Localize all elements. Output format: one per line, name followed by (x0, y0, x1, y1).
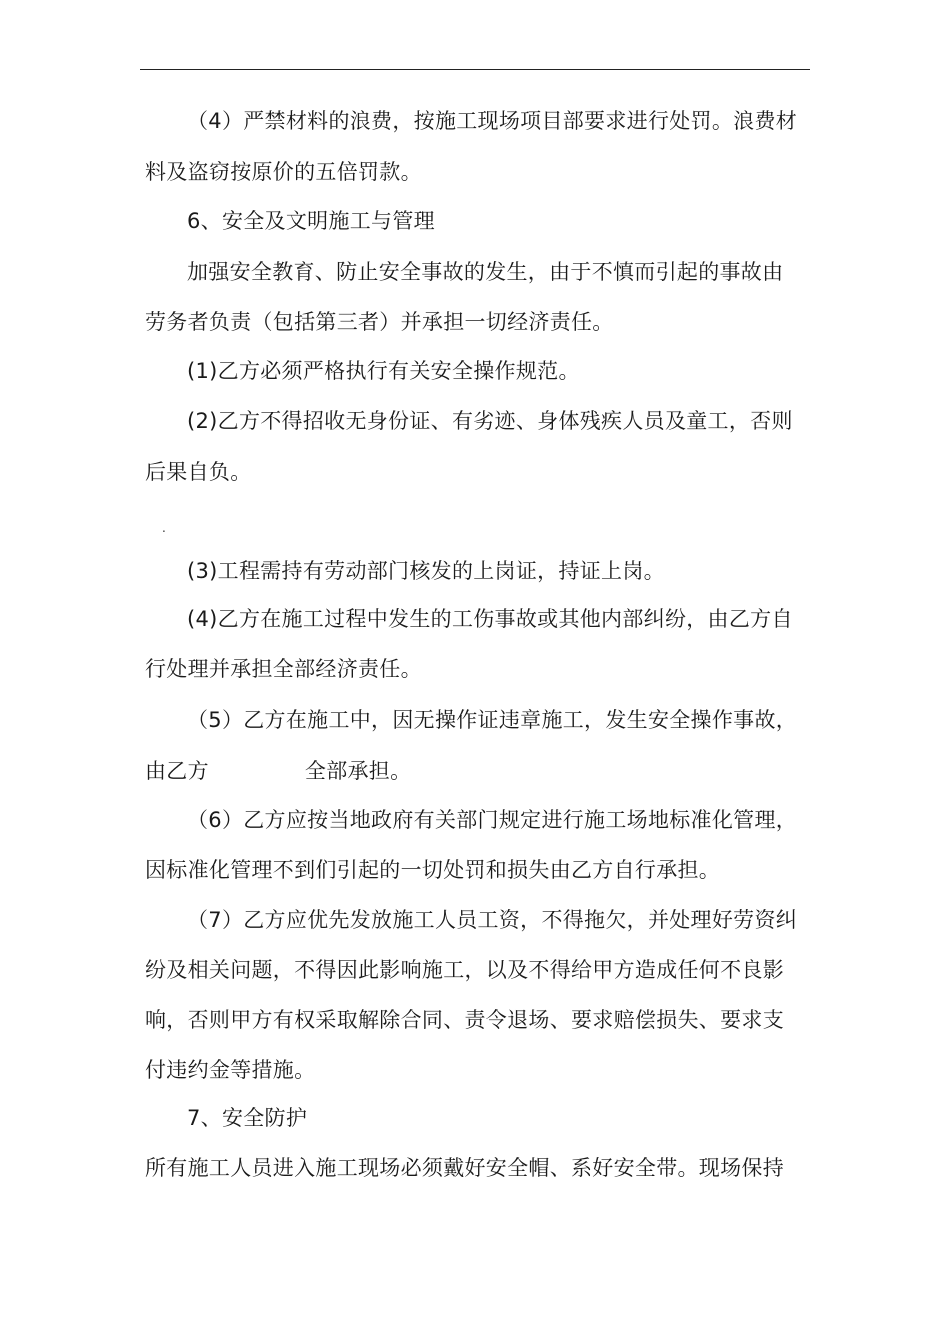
item-7-line-1: （7）乙方应优先发放施工人员工资，不得拖欠，并处理好劳资纠 (187, 908, 798, 932)
item-6-line-1: （6）乙方应按当地政府有关部门规定进行施工场地标准化管理， (187, 808, 798, 832)
header-rule (140, 69, 810, 70)
paragraph-4-line-1: （4）严禁材料的浪费，按施工现场项目部要求进行处罚。浪费材 (187, 109, 798, 133)
item-5-line-2 (145, 758, 411, 784)
item-4-line-1: (4)乙方在施工过程中发生的工伤事故或其他内部纠纷，由乙方自 (187, 607, 793, 631)
item-5-line-2-start: 由乙方 (145, 759, 209, 783)
item-7-line-4: 付违约金等措施。 (145, 1058, 316, 1082)
section-7-heading: 7、安全防护 (187, 1106, 308, 1130)
section-6-intro-line-1: 加强安全教育、防止安全事故的发生，由于不慎而引起的事故由 (187, 260, 784, 284)
section-6-intro-line-2: 劳务者负责（包括第三者）并承担一切经济责任。 (145, 310, 614, 334)
item-6-line-2: 因标准化管理不到们引起的一切处罚和损失由乙方自行承担。 (145, 858, 721, 882)
item-3-line: (3)工程需持有劳动部门核发的上岗证，持证上岗。 (187, 559, 665, 583)
item-5-line-2-end: 全部承担。 (304, 759, 412, 783)
paragraph-4-line-2: 料及盗窃按原价的五倍罚款。 (145, 160, 422, 184)
item-5-line-1: （5）乙方在施工中，因无操作证违章施工，发生安全操作事故， (187, 708, 798, 732)
section-7-line-1: 所有施工人员进入施工现场必须戴好安全帽、系好安全带。现场保持 (145, 1156, 784, 1180)
item-1-line: (1)乙方必须严格执行有关安全操作规范。 (187, 359, 580, 383)
section-6-heading: 6、安全及文明施工与管理 (187, 209, 435, 233)
item-7-line-3: 响，否则甲方有权采取解除合同、责令退场、要求赔偿损失、要求支 (145, 1008, 784, 1032)
item-4-line-2: 行处理并承担全部经济责任。 (145, 657, 422, 681)
stray-dot: . (162, 521, 166, 535)
item-2-line-1: (2)乙方不得招收无身份证、有劣迹、身体残疾人员及童工，否则 (187, 409, 793, 433)
item-2-line-2: 后果自负。 (145, 460, 252, 484)
item-7-line-2: 纷及相关问题，不得因此影响施工，以及不得给甲方造成任何不良影 (145, 958, 784, 982)
